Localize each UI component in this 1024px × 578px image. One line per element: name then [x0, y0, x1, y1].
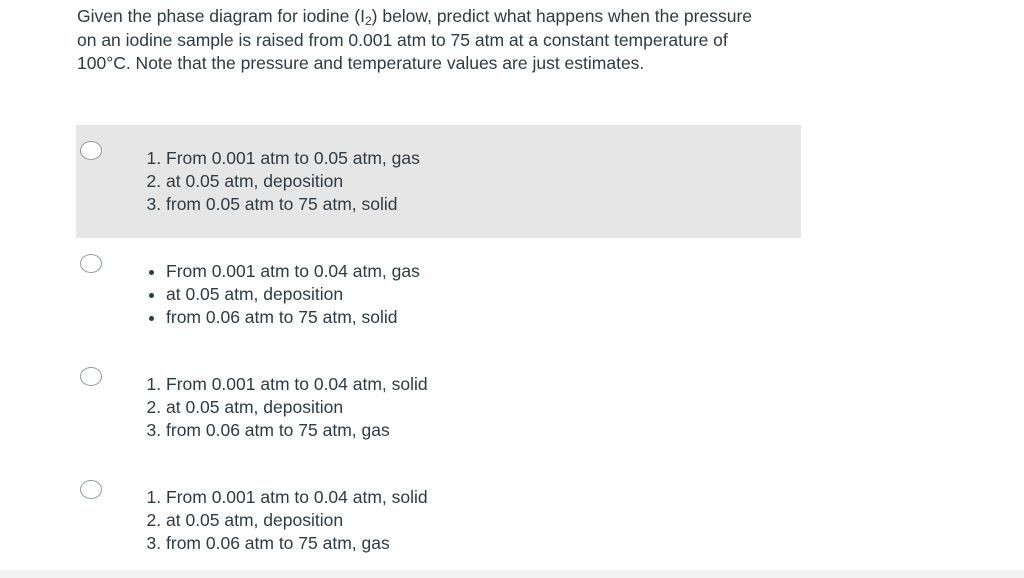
- answer-option-4-item-3: 3. from 0.06 atm to 75 atm, gas: [166, 532, 428, 555]
- answer-option-3-item-2: 2. at 0.05 atm, deposition: [166, 396, 428, 419]
- answer-option-1-item-3: 3. from 0.05 atm to 75 atm, solid: [166, 193, 420, 216]
- answer-option-3-list: [140, 373, 428, 442]
- radio-button-4[interactable]: [80, 480, 102, 499]
- radio-button-3[interactable]: [80, 367, 102, 386]
- answer-option-1-item-1: 1. From 0.001 atm to 0.05 atm, gas: [166, 147, 420, 170]
- answer-option-4-list: [140, 486, 428, 555]
- question-text-part-1: Given the phase diagram for iodine (I: [77, 6, 365, 26]
- answer-option-4[interactable]: [76, 464, 801, 577]
- answer-option-3[interactable]: [76, 351, 801, 464]
- answer-option-2-item-1: • From 0.001 atm to 0.04 atm, gas: [166, 260, 420, 283]
- answer-option-4-item-2: 2. at 0.05 atm, deposition: [166, 509, 428, 532]
- answer-option-4-item-1: 1. From 0.001 atm to 0.04 atm, solid: [166, 486, 428, 509]
- answer-option-2[interactable]: [76, 238, 801, 351]
- answer-option-2-item-3: • from 0.06 atm to 75 atm, solid: [166, 306, 420, 329]
- answer-option-1-list: [140, 147, 420, 216]
- radio-button-1[interactable]: [80, 141, 102, 160]
- answer-option-3-item-1: 1. From 0.001 atm to 0.04 atm, solid: [166, 373, 428, 396]
- question-text: [77, 5, 767, 76]
- question-subscript: 2: [364, 14, 372, 28]
- answer-option-2-list: [140, 260, 420, 329]
- answer-option-1[interactable]: [76, 125, 801, 238]
- radio-button-2[interactable]: [80, 254, 102, 273]
- bottom-divider: [0, 570, 1024, 578]
- answer-option-3-item-3: 3. from 0.06 atm to 75 atm, gas: [166, 419, 428, 442]
- question-text-part-2: ) below, predict what happens when the pressure on an iodine sample is raised from 0.001 atm to 75 atm at a constant temperature of 100°C. Note that the pressure and temperature values are just estimates.: [77, 6, 753, 73]
- answer-option-1-item-2: 2. at 0.05 atm, deposition: [166, 170, 420, 193]
- answer-option-2-item-2: • at 0.05 atm, deposition: [166, 283, 420, 306]
